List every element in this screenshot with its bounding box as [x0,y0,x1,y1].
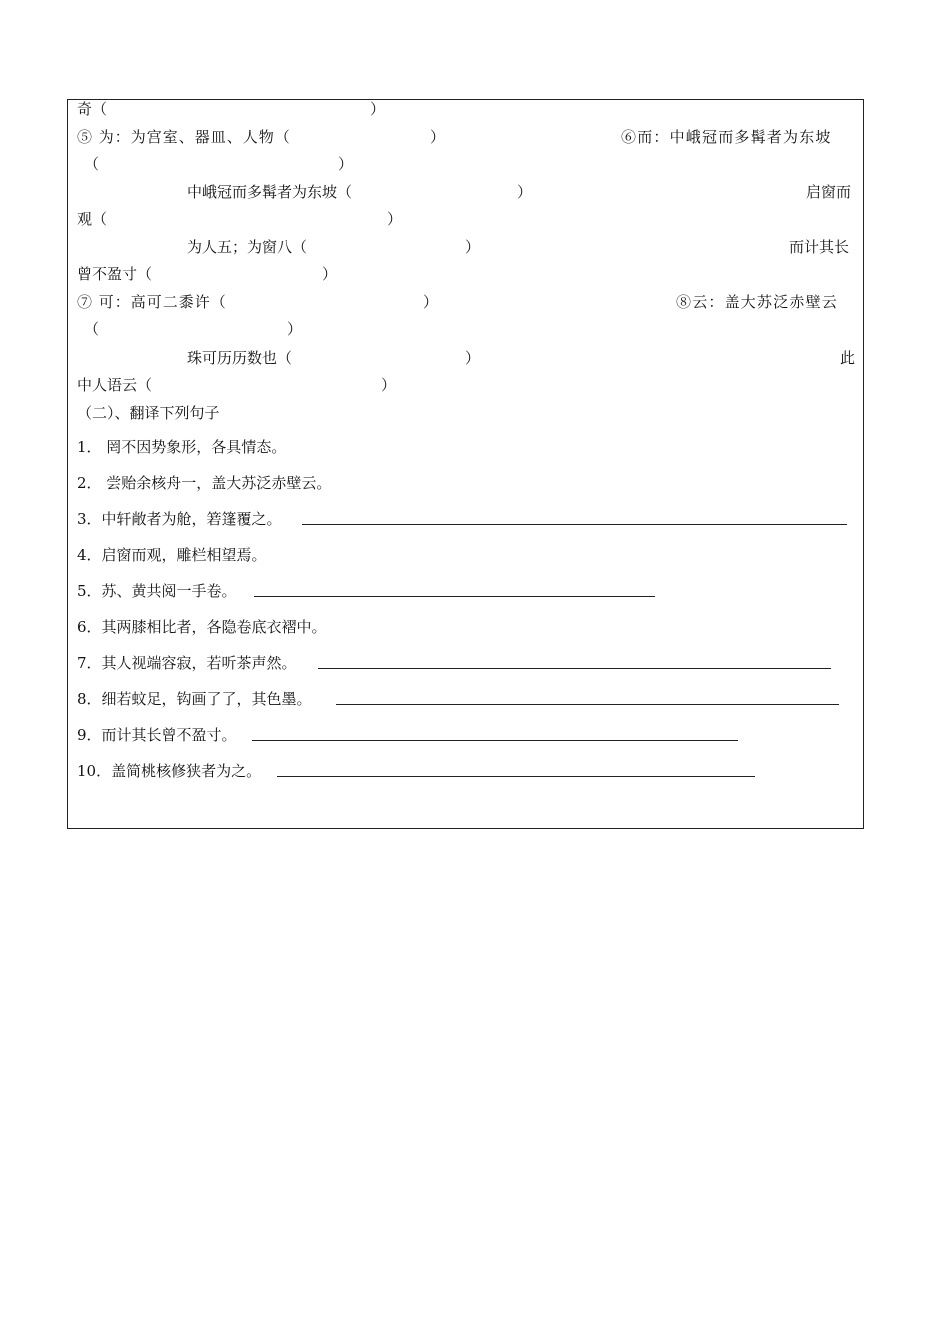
vocab-yun-label: ⑧云：盖大苏泛赤壁云 [676,293,839,311]
translate-item-1: 1． 罔不因势象形，各具情态。 [77,438,287,456]
translate-item-9: 9．而计其长曾不盈寸。 [77,726,237,744]
vocab-er2-text: 中峨冠而多髯者为东坡（ [187,183,353,201]
vocab-er4-close: ） [465,238,481,256]
vocab-ke2-close: ） [465,349,481,367]
vocab-er5-cont: 曾不盈寸（ [77,265,153,283]
vocab-yun-open: （ [84,320,100,338]
translate-item-7: 7．其人视端容寂，若听茶声然。 [77,654,297,672]
answer-line-5[interactable] [254,596,655,597]
translate-heading: （二）、翻译下列句子 [77,404,220,422]
vocab-er-close: ） [338,155,354,173]
vocab-er3-cont: 观（ [77,210,108,228]
vocab-er-open: （ [84,155,100,173]
vocab-er4-text: 为人五；为窗八（ [187,238,308,256]
vocab-yun2-cont: 中人语云（ [77,376,153,394]
translate-item-2: 2． 尝贻余核舟一，盖大苏泛赤壁云。 [77,474,332,492]
vocab-yun2-close: ） [381,376,397,394]
vocab-er5-close: ） [322,265,338,283]
answer-line-3[interactable] [302,524,847,525]
translate-item-5: 5．苏、黄共阅一手卷。 [77,582,237,600]
vocab-ke-label: ⑦ 可：高可二黍许（ [77,293,227,311]
translate-item-10: 10．盖简桃核修狭者为之。 [77,762,262,780]
translate-item-6: 6．其两膝相比者，各隐卷底衣褶中。 [77,618,327,636]
vocab-er-label: ⑥而：中峨冠而多髯者为东坡 [621,128,832,146]
vocab-qi-close: ） [370,100,386,118]
vocab-wei-label: ⑤ 为：为宫室、器皿、人物（ [77,128,291,146]
answer-line-9[interactable] [252,740,738,741]
vocab-er3-close: ） [387,210,403,228]
translate-item-3: 3．中轩敞者为舱，箬篷覆之。 [77,510,282,528]
answer-line-7[interactable] [318,668,831,669]
answer-line-10[interactable] [277,776,755,777]
translate-item-4: 4．启窗而观，雕栏相望焉。 [77,546,267,564]
vocab-ke-close: ） [423,293,439,311]
vocab-yun2-right: 此 [840,349,856,367]
vocab-er2-close: ） [517,183,533,201]
vocab-er3-right: 启窗而 [806,183,852,201]
answer-line-8[interactable] [336,704,839,705]
vocab-er5-right: 而计其长 [789,238,850,256]
vocab-ke2-text: 珠可历历数也（ [187,349,293,367]
vocab-yun-close: ） [287,320,303,338]
worksheet-box [67,99,864,829]
vocab-wei-close: ） [430,128,446,146]
vocab-line-qi: 奇（ [77,100,108,118]
translate-item-8: 8．细若蚊足，钩画了了，其色墨。 [77,690,312,708]
